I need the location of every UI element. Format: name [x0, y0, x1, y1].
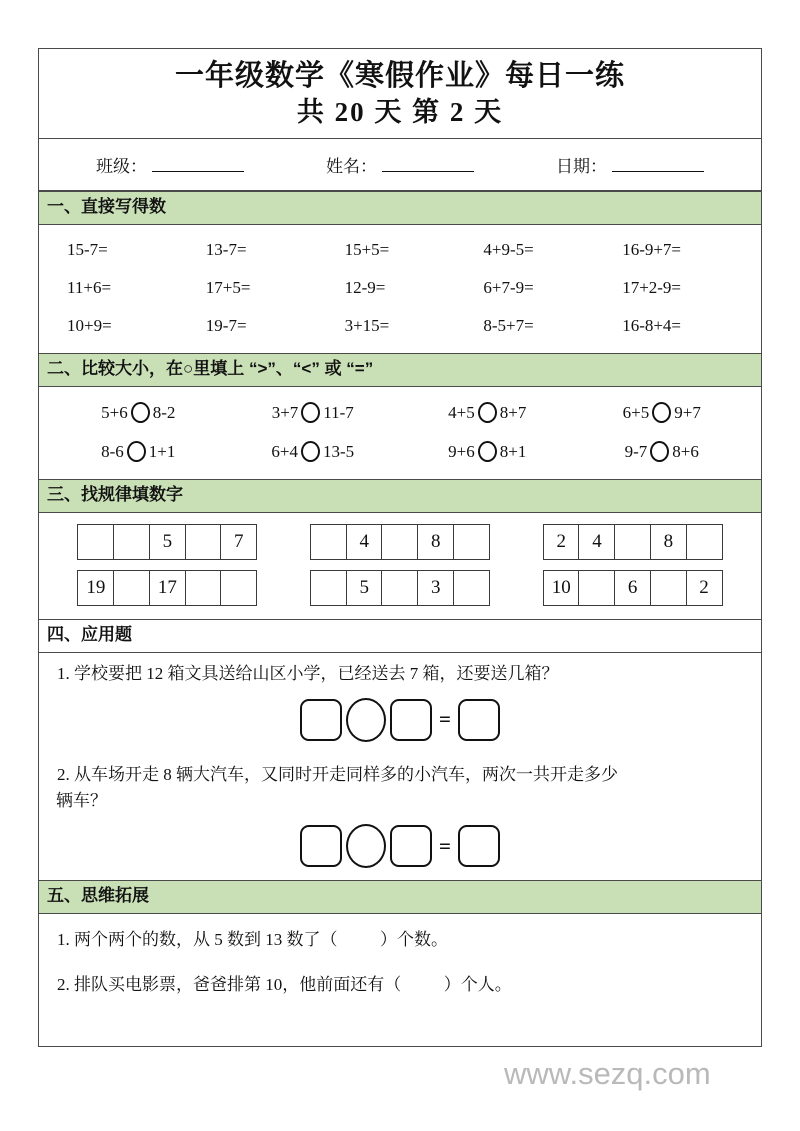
compare-left: 6+5 [622, 402, 650, 422]
calc-item[interactable]: 15+5= [344, 240, 390, 260]
word-problem-text: 2. 从车场开走 8 辆大汽车，又同时开走同样多的小汽车，两次一共开走多少 [57, 764, 618, 784]
pattern-group [310, 524, 490, 560]
pattern-cell[interactable]: 10 [543, 570, 580, 606]
compare-item[interactable] [575, 432, 750, 471]
calc-item[interactable]: 17+5= [205, 278, 251, 298]
compare-left: 8-6 [101, 441, 124, 461]
watermark: www.sezq.com [504, 1056, 711, 1091]
worksheet-sheet [38, 48, 762, 1047]
answer-square-box[interactable] [300, 699, 342, 741]
pattern-row [39, 565, 761, 611]
worksheet-subtitle: 共 20 天 第 2 天 [296, 97, 504, 128]
pattern-cell[interactable]: 17 [149, 570, 186, 606]
pattern-cell[interactable] [650, 570, 687, 606]
answer-template-row [39, 688, 761, 754]
pattern-cell[interactable] [578, 570, 615, 606]
section-1-body [39, 225, 761, 353]
pattern-cell[interactable] [77, 524, 114, 560]
word-problem-text-cont: 辆车？ [56, 790, 107, 810]
pattern-cell[interactable] [453, 524, 490, 560]
answer-oval-operator[interactable] [346, 824, 386, 868]
answer-template-row [39, 814, 761, 880]
pattern-cell[interactable] [185, 524, 222, 560]
pattern-cell[interactable]: 6 [614, 570, 651, 606]
title-block [39, 49, 761, 139]
calc-item[interactable]: 16-9+7= [622, 240, 682, 260]
answer-result-box[interactable] [458, 699, 500, 741]
pattern-group [77, 570, 257, 606]
pattern-cell[interactable]: 8 [650, 524, 687, 560]
calc-item[interactable]: 17+2-9= [622, 278, 682, 298]
pattern-cell[interactable] [220, 570, 257, 606]
answer-square-box[interactable] [390, 825, 432, 867]
pattern-cell[interactable] [310, 524, 347, 560]
compare-item[interactable] [400, 393, 575, 432]
pattern-cell[interactable]: 5 [149, 524, 186, 560]
circle-blank-icon[interactable] [131, 402, 150, 423]
section-5-heading: 五、思维拓展 [39, 880, 761, 914]
extension-item [39, 959, 761, 1004]
compare-left: 4+5 [448, 402, 475, 422]
answer-square-box[interactable] [300, 825, 342, 867]
calc-item[interactable]: 16-8+4= [622, 316, 682, 336]
pattern-group [77, 524, 257, 560]
calc-row [39, 269, 761, 307]
extension-item [39, 914, 761, 959]
calc-item[interactable]: 10+9= [67, 316, 112, 336]
class-field[interactable] [96, 152, 244, 177]
compare-item[interactable] [226, 393, 401, 432]
section-4-heading: 四、应用题 [39, 619, 761, 653]
calc-item[interactable]: 12-9= [344, 278, 386, 298]
compare-right: 13-5 [322, 441, 355, 461]
pattern-cell[interactable] [614, 524, 651, 560]
compare-right: 8+6 [672, 441, 699, 461]
pattern-cell[interactable]: 4 [578, 524, 615, 560]
pattern-cell[interactable]: 8 [417, 524, 454, 560]
section-2-body [39, 387, 761, 479]
answer-square-box[interactable] [390, 699, 432, 741]
compare-item[interactable] [575, 393, 750, 432]
calc-item[interactable]: 15-7= [67, 240, 108, 260]
student-info-row [39, 139, 761, 191]
pattern-group [543, 570, 723, 606]
pattern-cell[interactable]: 19 [77, 570, 114, 606]
compare-right: 8+7 [499, 402, 527, 422]
section-4-body [39, 653, 761, 880]
pattern-cell[interactable]: 5 [346, 570, 383, 606]
compare-right: 8+1 [499, 441, 527, 461]
calc-item[interactable]: 19-7= [205, 316, 247, 336]
section-3-heading: 三、找规律填数字 [39, 479, 761, 513]
pattern-cell[interactable] [185, 570, 222, 606]
compare-row [39, 432, 761, 471]
class-blank[interactable] [152, 156, 244, 172]
pattern-cell[interactable] [453, 570, 490, 606]
compare-right: 11-7 [323, 402, 354, 422]
compare-right: 8-2 [152, 402, 176, 422]
pattern-cell[interactable] [381, 524, 418, 560]
extension-text-after: ）个数。 [380, 930, 448, 950]
pattern-cell[interactable] [113, 570, 150, 606]
extension-text-before: 1. 两个两个的数，从 5 数到 13 数了（ [57, 930, 338, 950]
pattern-cell[interactable] [310, 570, 347, 606]
calc-item[interactable]: 11+6= [67, 278, 112, 298]
calc-row [39, 307, 761, 345]
calc-item[interactable]: 13-7= [205, 240, 247, 260]
extension-text-before: 2. 排队买电影票，爸爸排第 10，他前面还有（ [57, 974, 402, 994]
pattern-cell[interactable] [113, 524, 150, 560]
date-blank[interactable] [612, 156, 704, 172]
pattern-cell[interactable]: 3 [417, 570, 454, 606]
calc-item[interactable]: 6+7-9= [483, 278, 534, 298]
compare-right: 1+1 [148, 441, 176, 461]
pattern-group [310, 570, 490, 606]
answer-result-box[interactable] [458, 825, 500, 867]
pattern-group [543, 524, 723, 560]
calc-item[interactable]: 3+15= [344, 316, 390, 336]
pattern-cell[interactable]: 2 [543, 524, 580, 560]
compare-item[interactable] [226, 432, 401, 471]
circle-blank-icon[interactable] [650, 441, 669, 462]
word-problem-text: 1. 学校要把 12 箱文具送给山区小学，已经送去 7 箱，还要送几箱？ [57, 664, 559, 684]
compare-item[interactable] [51, 393, 226, 432]
circle-blank-icon[interactable] [478, 441, 497, 462]
pattern-cell[interactable] [686, 524, 723, 560]
worksheet-title: 一年级数学《寒假作业》每日一练 [174, 60, 625, 92]
section-1-heading: 一、直接写得数 [39, 191, 761, 225]
compare-left: 6+4 [271, 441, 298, 461]
pattern-cell[interactable]: 4 [346, 524, 383, 560]
compare-left: 5+6 [101, 402, 128, 422]
circle-blank-icon[interactable] [127, 441, 146, 462]
calc-item[interactable]: 4+9-5= [483, 240, 534, 260]
pattern-cell[interactable]: 7 [220, 524, 257, 560]
equals-sign: = [439, 707, 451, 732]
circle-blank-icon[interactable] [652, 402, 671, 423]
name-blank[interactable] [382, 156, 474, 172]
answer-oval-operator[interactable] [346, 698, 386, 742]
section-5-body [39, 914, 761, 1003]
circle-blank-icon[interactable] [301, 402, 320, 423]
equals-sign: = [439, 833, 451, 858]
circle-blank-icon[interactable] [301, 441, 320, 462]
compare-left: 9-7 [624, 441, 648, 461]
compare-item[interactable] [51, 432, 226, 471]
pattern-cell[interactable] [381, 570, 418, 606]
section-2-heading: 二、比较大小，在○里填上 “>”、“<” 或 “=” [39, 353, 761, 387]
compare-right: 9+7 [674, 402, 701, 422]
date-field[interactable] [556, 152, 704, 177]
class-label: 班级： [96, 157, 147, 177]
extension-text-after: ）个人。 [443, 974, 512, 994]
compare-left: 9+6 [448, 441, 475, 461]
pattern-row [39, 519, 761, 565]
pattern-cell[interactable]: 2 [686, 570, 723, 606]
date-label: 日期： [556, 157, 607, 177]
compare-item[interactable] [400, 432, 575, 471]
calc-item[interactable]: 8-5+7= [483, 316, 534, 336]
compare-left: 3+7 [271, 402, 299, 422]
name-label: 姓名： [326, 157, 377, 177]
section-3-body [39, 513, 761, 619]
name-field[interactable] [326, 152, 474, 177]
circle-blank-icon[interactable] [478, 402, 497, 423]
calc-row [39, 231, 761, 269]
compare-row [39, 393, 761, 432]
